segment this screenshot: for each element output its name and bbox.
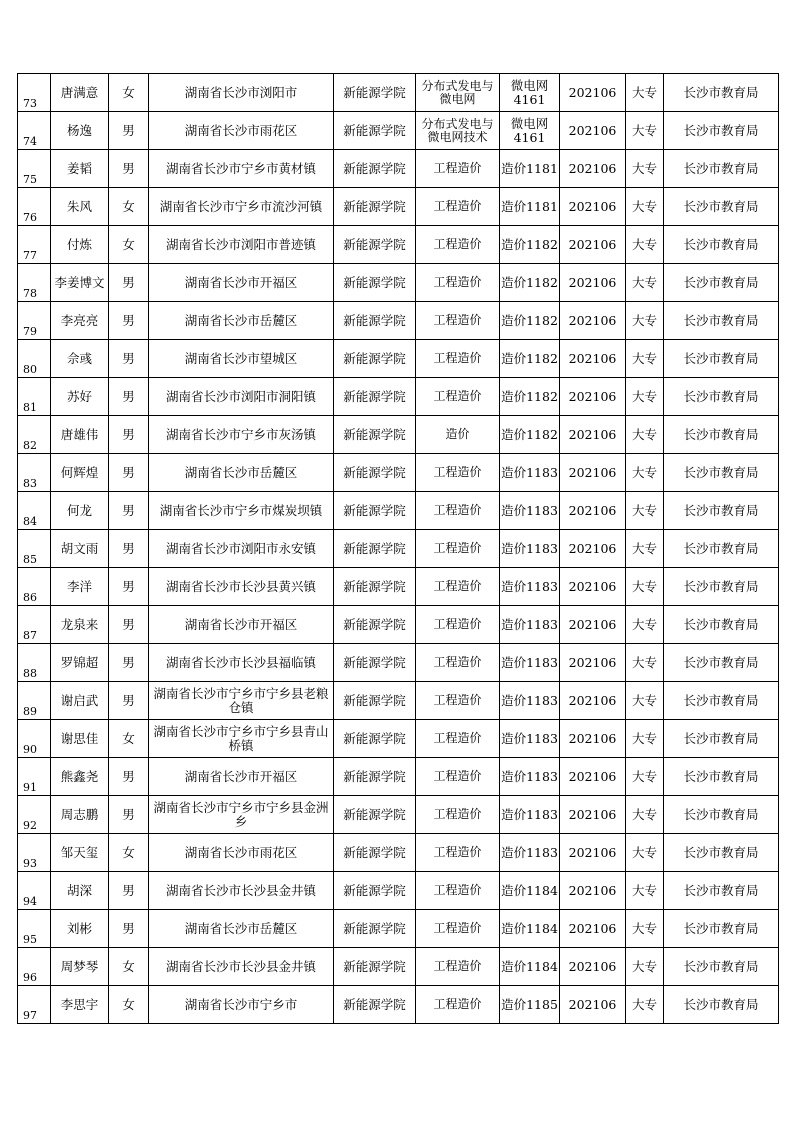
education-bureau-cell: 长沙市教育局 [664,986,779,1024]
major-cell: 工程造价 [416,188,500,226]
student-roster-table [17,73,779,1024]
home-address-cell: 湖南省长沙市浏阳市 [149,74,334,112]
student-name-cell: 佘彧 [51,340,109,378]
college-cell: 新能源学院 [334,264,416,302]
enrollment-date-cell: 202106 [560,150,626,188]
table-row [18,188,779,226]
enrollment-date-cell: 202106 [560,910,626,948]
class-name-cell: 造价1183 [500,720,560,758]
education-level-cell: 大专 [626,416,664,454]
class-name-cell: 微电网4161 [500,112,560,150]
class-name-cell: 造价1182 [500,302,560,340]
enrollment-date-cell: 202106 [560,834,626,872]
college-cell: 新能源学院 [334,150,416,188]
gender-cell: 男 [109,758,149,796]
education-bureau-cell: 长沙市教育局 [664,188,779,226]
education-bureau-cell: 长沙市教育局 [664,644,779,682]
enrollment-date-cell: 202106 [560,226,626,264]
student-name-cell: 苏好 [51,378,109,416]
class-name-cell: 造价1183 [500,682,560,720]
education-bureau-cell: 长沙市教育局 [664,264,779,302]
enrollment-date-cell: 202106 [560,796,626,834]
home-address-cell: 湖南省长沙市开福区 [149,264,334,302]
gender-cell: 男 [109,454,149,492]
class-name-cell: 造价1183 [500,796,560,834]
table-row [18,682,779,720]
education-bureau-cell: 长沙市教育局 [664,910,779,948]
student-name-cell: 何龙 [51,492,109,530]
class-name-cell: 造价1183 [500,530,560,568]
major-cell: 工程造价 [416,302,500,340]
enrollment-date-cell: 202106 [560,530,626,568]
class-name-cell: 造价1184 [500,910,560,948]
table-row [18,226,779,264]
major-cell: 工程造价 [416,492,500,530]
major-cell: 工程造价 [416,568,500,606]
class-name-cell: 造价1183 [500,492,560,530]
student-name-cell: 姜韬 [51,150,109,188]
education-level-cell: 大专 [626,492,664,530]
enrollment-date-cell: 202106 [560,302,626,340]
student-name-cell: 李思宇 [51,986,109,1024]
education-level-cell: 大专 [626,948,664,986]
row-number-cell: 84 [18,492,51,530]
gender-cell: 男 [109,568,149,606]
home-address-cell: 湖南省长沙市宁乡市宁乡县老粮仓镇 [149,682,334,720]
gender-cell: 男 [109,492,149,530]
row-number-cell: 88 [18,644,51,682]
enrollment-date-cell: 202106 [560,416,626,454]
row-number-cell: 76 [18,188,51,226]
gender-cell: 女 [109,948,149,986]
gender-cell: 男 [109,112,149,150]
table-row [18,378,779,416]
class-name-cell: 造价1183 [500,454,560,492]
table-row [18,302,779,340]
home-address-cell: 湖南省长沙市雨花区 [149,112,334,150]
student-name-cell: 邹天玺 [51,834,109,872]
table-row [18,454,779,492]
major-cell: 工程造价 [416,340,500,378]
enrollment-date-cell: 202106 [560,112,626,150]
row-number-cell: 96 [18,948,51,986]
row-number-cell: 75 [18,150,51,188]
class-name-cell: 造价1181 [500,188,560,226]
education-level-cell: 大专 [626,796,664,834]
class-name-cell: 造价1183 [500,758,560,796]
gender-cell: 男 [109,910,149,948]
student-name-cell: 唐雄伟 [51,416,109,454]
education-level-cell: 大专 [626,644,664,682]
gender-cell: 男 [109,264,149,302]
student-name-cell: 熊鑫尧 [51,758,109,796]
home-address-cell: 湖南省长沙市宁乡市煤炭坝镇 [149,492,334,530]
major-cell: 工程造价 [416,872,500,910]
education-bureau-cell: 长沙市教育局 [664,872,779,910]
row-number-cell: 79 [18,302,51,340]
student-name-cell: 胡深 [51,872,109,910]
table-row [18,948,779,986]
enrollment-date-cell: 202106 [560,682,626,720]
college-cell: 新能源学院 [334,796,416,834]
student-name-cell: 付炼 [51,226,109,264]
college-cell: 新能源学院 [334,872,416,910]
enrollment-date-cell: 202106 [560,74,626,112]
enrollment-date-cell: 202106 [560,758,626,796]
home-address-cell: 湖南省长沙市岳麓区 [149,454,334,492]
major-cell: 造价 [416,416,500,454]
class-name-cell: 造价1182 [500,416,560,454]
home-address-cell: 湖南省长沙市长沙县黄兴镇 [149,568,334,606]
row-number-cell: 90 [18,720,51,758]
row-number-cell: 94 [18,872,51,910]
enrollment-date-cell: 202106 [560,340,626,378]
class-name-cell: 造价1181 [500,150,560,188]
college-cell: 新能源学院 [334,112,416,150]
college-cell: 新能源学院 [334,492,416,530]
education-level-cell: 大专 [626,226,664,264]
education-level-cell: 大专 [626,340,664,378]
class-name-cell: 造价1182 [500,226,560,264]
gender-cell: 女 [109,74,149,112]
college-cell: 新能源学院 [334,834,416,872]
class-name-cell: 造价1184 [500,948,560,986]
enrollment-date-cell: 202106 [560,378,626,416]
student-name-cell: 谢启武 [51,682,109,720]
home-address-cell: 湖南省长沙市宁乡市黄材镇 [149,150,334,188]
home-address-cell: 湖南省长沙市长沙县金井镇 [149,872,334,910]
education-bureau-cell: 长沙市教育局 [664,226,779,264]
home-address-cell: 湖南省长沙市岳麓区 [149,910,334,948]
row-number-cell: 87 [18,606,51,644]
education-level-cell: 大专 [626,910,664,948]
table-row [18,910,779,948]
table-row [18,264,779,302]
college-cell: 新能源学院 [334,416,416,454]
major-cell: 工程造价 [416,834,500,872]
college-cell: 新能源学院 [334,454,416,492]
education-bureau-cell: 长沙市教育局 [664,606,779,644]
education-level-cell: 大专 [626,872,664,910]
college-cell: 新能源学院 [334,188,416,226]
table-row [18,606,779,644]
college-cell: 新能源学院 [334,226,416,264]
education-bureau-cell: 长沙市教育局 [664,112,779,150]
table-row [18,834,779,872]
row-number-cell: 83 [18,454,51,492]
education-level-cell: 大专 [626,74,664,112]
major-cell: 工程造价 [416,720,500,758]
education-level-cell: 大专 [626,112,664,150]
row-number-cell: 93 [18,834,51,872]
education-level-cell: 大专 [626,530,664,568]
major-cell: 工程造价 [416,378,500,416]
student-name-cell: 谢思佳 [51,720,109,758]
table-row [18,74,779,112]
education-level-cell: 大专 [626,302,664,340]
gender-cell: 女 [109,226,149,264]
major-cell: 分布式发电与微电网 [416,74,500,112]
education-level-cell: 大专 [626,264,664,302]
home-address-cell: 湖南省长沙市雨花区 [149,834,334,872]
education-bureau-cell: 长沙市教育局 [664,568,779,606]
gender-cell: 女 [109,986,149,1024]
education-level-cell: 大专 [626,606,664,644]
gender-cell: 男 [109,378,149,416]
major-cell: 工程造价 [416,150,500,188]
home-address-cell: 湖南省长沙市岳麓区 [149,302,334,340]
student-name-cell: 杨逸 [51,112,109,150]
student-name-cell: 李姜博文 [51,264,109,302]
class-name-cell: 造价1182 [500,378,560,416]
table-row [18,530,779,568]
enrollment-date-cell: 202106 [560,264,626,302]
major-cell: 工程造价 [416,948,500,986]
gender-cell: 男 [109,150,149,188]
gender-cell: 男 [109,530,149,568]
education-level-cell: 大专 [626,150,664,188]
education-bureau-cell: 长沙市教育局 [664,834,779,872]
enrollment-date-cell: 202106 [560,188,626,226]
education-bureau-cell: 长沙市教育局 [664,758,779,796]
enrollment-date-cell: 202106 [560,606,626,644]
table-row [18,986,779,1024]
row-number-cell: 86 [18,568,51,606]
row-number-cell: 85 [18,530,51,568]
table-row [18,150,779,188]
home-address-cell: 湖南省长沙市宁乡市宁乡县金洲乡 [149,796,334,834]
college-cell: 新能源学院 [334,340,416,378]
education-level-cell: 大专 [626,986,664,1024]
enrollment-date-cell: 202106 [560,454,626,492]
class-name-cell: 造价1185 [500,986,560,1024]
table-row [18,720,779,758]
gender-cell: 男 [109,302,149,340]
table-row [18,644,779,682]
row-number-cell: 97 [18,986,51,1024]
education-level-cell: 大专 [626,758,664,796]
table-row [18,340,779,378]
home-address-cell: 湖南省长沙市浏阳市普迹镇 [149,226,334,264]
enrollment-date-cell: 202106 [560,872,626,910]
enrollment-date-cell: 202106 [560,568,626,606]
college-cell: 新能源学院 [334,758,416,796]
education-bureau-cell: 长沙市教育局 [664,454,779,492]
education-level-cell: 大专 [626,682,664,720]
class-name-cell: 造价1184 [500,872,560,910]
major-cell: 工程造价 [416,530,500,568]
education-bureau-cell: 长沙市教育局 [664,796,779,834]
student-name-cell: 唐满意 [51,74,109,112]
student-name-cell: 罗锦超 [51,644,109,682]
education-bureau-cell: 长沙市教育局 [664,682,779,720]
major-cell: 工程造价 [416,454,500,492]
row-number-cell: 78 [18,264,51,302]
home-address-cell: 湖南省长沙市宁乡市灰汤镇 [149,416,334,454]
major-cell: 分布式发电与微电网技术 [416,112,500,150]
college-cell: 新能源学院 [334,986,416,1024]
college-cell: 新能源学院 [334,302,416,340]
class-name-cell: 造价1183 [500,568,560,606]
row-number-cell: 92 [18,796,51,834]
student-name-cell: 李洋 [51,568,109,606]
education-level-cell: 大专 [626,568,664,606]
table-row [18,112,779,150]
education-level-cell: 大专 [626,720,664,758]
education-level-cell: 大专 [626,378,664,416]
gender-cell: 男 [109,644,149,682]
major-cell: 工程造价 [416,796,500,834]
student-name-cell: 胡文雨 [51,530,109,568]
student-name-cell: 李亮亮 [51,302,109,340]
home-address-cell: 湖南省长沙市开福区 [149,758,334,796]
major-cell: 工程造价 [416,226,500,264]
gender-cell: 女 [109,720,149,758]
enrollment-date-cell: 202106 [560,986,626,1024]
college-cell: 新能源学院 [334,682,416,720]
college-cell: 新能源学院 [334,910,416,948]
home-address-cell: 湖南省长沙市望城区 [149,340,334,378]
home-address-cell: 湖南省长沙市浏阳市永安镇 [149,530,334,568]
major-cell: 工程造价 [416,264,500,302]
gender-cell: 男 [109,872,149,910]
gender-cell: 男 [109,682,149,720]
student-name-cell: 朱风 [51,188,109,226]
major-cell: 工程造价 [416,758,500,796]
table-row [18,758,779,796]
row-number-cell: 91 [18,758,51,796]
gender-cell: 男 [109,416,149,454]
college-cell: 新能源学院 [334,606,416,644]
home-address-cell: 湖南省长沙市开福区 [149,606,334,644]
gender-cell: 女 [109,188,149,226]
home-address-cell: 湖南省长沙市宁乡市 [149,986,334,1024]
home-address-cell: 湖南省长沙市宁乡市流沙河镇 [149,188,334,226]
college-cell: 新能源学院 [334,74,416,112]
college-cell: 新能源学院 [334,948,416,986]
enrollment-date-cell: 202106 [560,948,626,986]
table-row [18,416,779,454]
row-number-cell: 77 [18,226,51,264]
education-bureau-cell: 长沙市教育局 [664,530,779,568]
college-cell: 新能源学院 [334,644,416,682]
row-number-cell: 89 [18,682,51,720]
major-cell: 工程造价 [416,606,500,644]
education-bureau-cell: 长沙市教育局 [664,720,779,758]
student-name-cell: 何辉煌 [51,454,109,492]
major-cell: 工程造价 [416,682,500,720]
row-number-cell: 81 [18,378,51,416]
gender-cell: 女 [109,834,149,872]
education-bureau-cell: 长沙市教育局 [664,948,779,986]
education-level-cell: 大专 [626,834,664,872]
home-address-cell: 湖南省长沙市长沙县金井镇 [149,948,334,986]
row-number-cell: 95 [18,910,51,948]
home-address-cell: 湖南省长沙市宁乡市宁乡县青山桥镇 [149,720,334,758]
student-name-cell: 周梦琴 [51,948,109,986]
education-level-cell: 大专 [626,454,664,492]
home-address-cell: 湖南省长沙市浏阳市洞阳镇 [149,378,334,416]
enrollment-date-cell: 202106 [560,644,626,682]
gender-cell: 男 [109,606,149,644]
table-row [18,872,779,910]
table-row [18,492,779,530]
education-bureau-cell: 长沙市教育局 [664,416,779,454]
row-number-cell: 74 [18,112,51,150]
class-name-cell: 造价1183 [500,834,560,872]
education-bureau-cell: 长沙市教育局 [664,150,779,188]
college-cell: 新能源学院 [334,720,416,758]
class-name-cell: 造价1183 [500,606,560,644]
major-cell: 工程造价 [416,986,500,1024]
gender-cell: 男 [109,796,149,834]
education-bureau-cell: 长沙市教育局 [664,74,779,112]
major-cell: 工程造价 [416,910,500,948]
student-name-cell: 周志鹏 [51,796,109,834]
table-row [18,568,779,606]
education-bureau-cell: 长沙市教育局 [664,378,779,416]
major-cell: 工程造价 [416,644,500,682]
education-level-cell: 大专 [626,188,664,226]
gender-cell: 男 [109,340,149,378]
class-name-cell: 微电网4161 [500,74,560,112]
college-cell: 新能源学院 [334,530,416,568]
education-bureau-cell: 长沙市教育局 [664,302,779,340]
table-row [18,796,779,834]
enrollment-date-cell: 202106 [560,720,626,758]
row-number-cell: 73 [18,74,51,112]
student-name-cell: 刘彬 [51,910,109,948]
education-bureau-cell: 长沙市教育局 [664,492,779,530]
row-number-cell: 80 [18,340,51,378]
class-name-cell: 造价1182 [500,264,560,302]
row-number-cell: 82 [18,416,51,454]
enrollment-date-cell: 202106 [560,492,626,530]
college-cell: 新能源学院 [334,568,416,606]
education-bureau-cell: 长沙市教育局 [664,340,779,378]
student-name-cell: 龙泉来 [51,606,109,644]
roster-body [18,74,779,1024]
class-name-cell: 造价1182 [500,340,560,378]
college-cell: 新能源学院 [334,378,416,416]
home-address-cell: 湖南省长沙市长沙县福临镇 [149,644,334,682]
class-name-cell: 造价1183 [500,644,560,682]
